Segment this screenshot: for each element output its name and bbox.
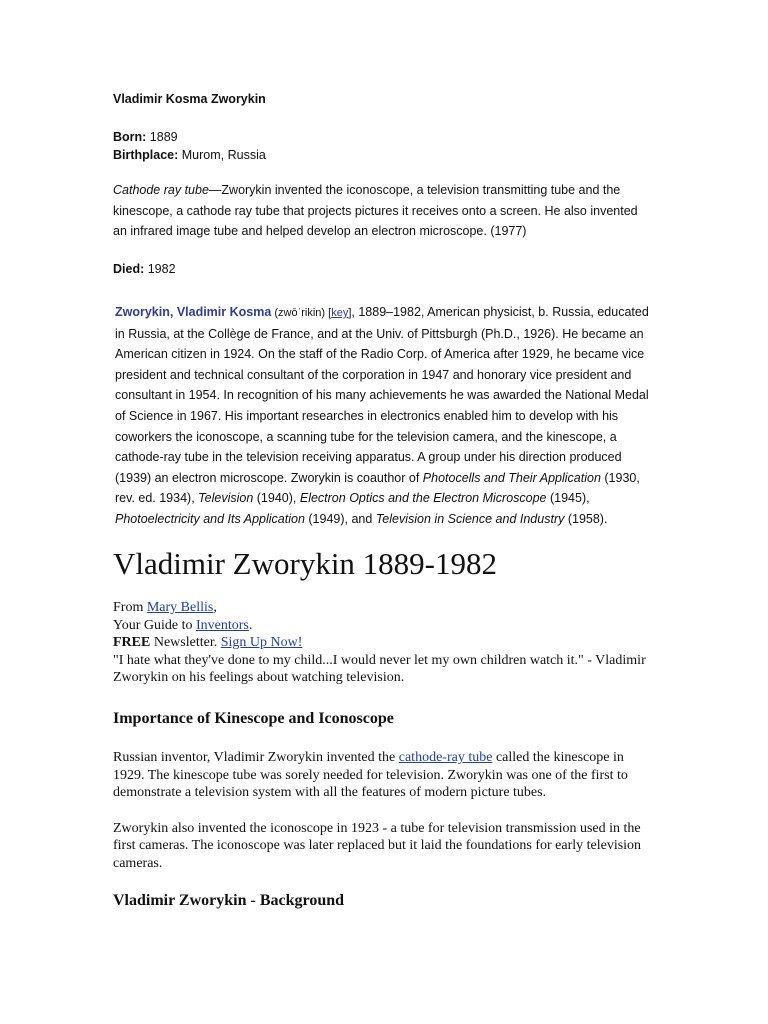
biography-summary — [113, 90, 653, 278]
section-heading-importance: Importance of Kinescope and Iconoscope — [113, 709, 394, 727]
birthplace-fact — [113, 146, 653, 164]
entry-text-4: (1945), — [546, 491, 590, 506]
section-heading-background: Vladimir Zworykin - Background — [113, 891, 345, 909]
entry-text-1: , 1889–1982, American physicist, b. Russia, educated in Russia, at the Collège de France, and at the Univ. of Pittsburgh (Ph.D., 1926). He became an American citizen in 1924. On the staff of the Radio Corp. of America after 1929, he became vice president and technical consultant of the corporation in 1947 and honorary vice president and consultant in 1954. In recognition of his many achievements he was awarded the National Medal of Science in 1967. His important researches in electronics enabled him to develop with his coworkers the iconoscope, a scanning tube for the television camera, and the kinescope, a cathode-ray tube in the television receiving apparatus. A group under his direction produced (1939) an electron microscope. Zworykin is coauthor of — [115, 305, 649, 485]
died-fact — [113, 260, 653, 278]
born-value: 1889 — [146, 130, 178, 144]
free-label: FREE — [113, 635, 151, 651]
paragraph-kinescope — [113, 749, 653, 802]
document-title: Vladimir Kosma Zworykin — [113, 92, 266, 106]
guide-period: . — [248, 617, 253, 633]
cathode-ray-tube-link[interactable]: cathode-ray tube — [398, 749, 493, 765]
book-title-5: Television in Science and Industry — [375, 511, 565, 526]
inventors-link[interactable]: Inventors — [195, 617, 249, 633]
author-comma: , — [213, 600, 217, 615]
died-value: 1982 — [144, 261, 176, 276]
paragraph-iconoscope: Zworykin also invented the iconoscope in 1923 - a tube for television transmission used in the first cameras. The iconoscope was later replaced but it laid the foundations for early television cameras. — [113, 820, 642, 871]
entry-text-5: (1949), and — [304, 511, 376, 526]
from-text: From — [113, 600, 147, 615]
article-title: Vladimir Zworykin 1889-1982 — [113, 546, 498, 581]
pronunciation-key-link[interactable]: key — [331, 307, 349, 319]
key-bracket-close: ] — [348, 307, 352, 319]
entry-headword: Zworykin, Vladimir Kosma — [115, 305, 272, 319]
born-fact — [113, 128, 653, 146]
entry-text-2: (1930, rev. ed. 1934), — [115, 470, 640, 506]
article — [113, 545, 653, 911]
born-label: Born: — [113, 130, 147, 144]
invention-name: Cathode ray tube — [113, 183, 209, 197]
author-link[interactable]: Mary Bellis — [146, 600, 214, 615]
guide-line — [113, 617, 653, 635]
author-line — [113, 599, 653, 617]
sign-up-link[interactable]: Sign Up Now! — [220, 635, 303, 651]
entry-text-6: (1958). — [564, 511, 608, 526]
quote: "I hate what they've done to my child...I would never let my own children watch it." - Vladimir Zworykin on his feelings about watching television. — [113, 652, 646, 686]
key-bracket-open: [ — [328, 307, 332, 319]
book-title-2: Television — [198, 491, 254, 506]
invention-summary — [113, 180, 653, 242]
encyclopedia-entry — [115, 302, 660, 530]
facts-block — [113, 128, 653, 164]
book-title-1: Photocells and Their Application — [422, 470, 601, 485]
birthplace-value: Murom, Russia — [178, 148, 266, 162]
entry-text-3: (1940), — [253, 491, 300, 506]
newsletter-line — [113, 634, 653, 652]
book-title-3: Electron Optics and the Electron Microscope — [299, 491, 547, 506]
paragraph-kinescope-end: called the kinescope in 1929. The kinescope tube was sorely needed for television. Zworykin was one of the first to demonstrate a television system with all the features of modern picture tubes. — [113, 749, 628, 801]
pronunciation: (zwōˈrikin) — [271, 307, 329, 319]
byline — [113, 599, 653, 687]
died-label: Died: — [113, 261, 145, 276]
birthplace-label: Birthplace: — [113, 148, 179, 162]
guide-text: Your Guide to — [113, 617, 196, 633]
paragraph-kinescope-start: Russian inventor, Vladimir Zworykin invented the — [113, 749, 399, 765]
invention-description: —Zworykin invented the iconoscope, a television transmitting tube and the kinescope, a cathode ray tube that projects pictures it receives onto a screen. He also invented an infrared image tube and helped develop an electron microscope. (1977) — [113, 183, 638, 238]
newsletter-text: Newsletter. — [150, 635, 221, 651]
book-title-4: Photoelectricity and Its Application — [115, 511, 305, 526]
